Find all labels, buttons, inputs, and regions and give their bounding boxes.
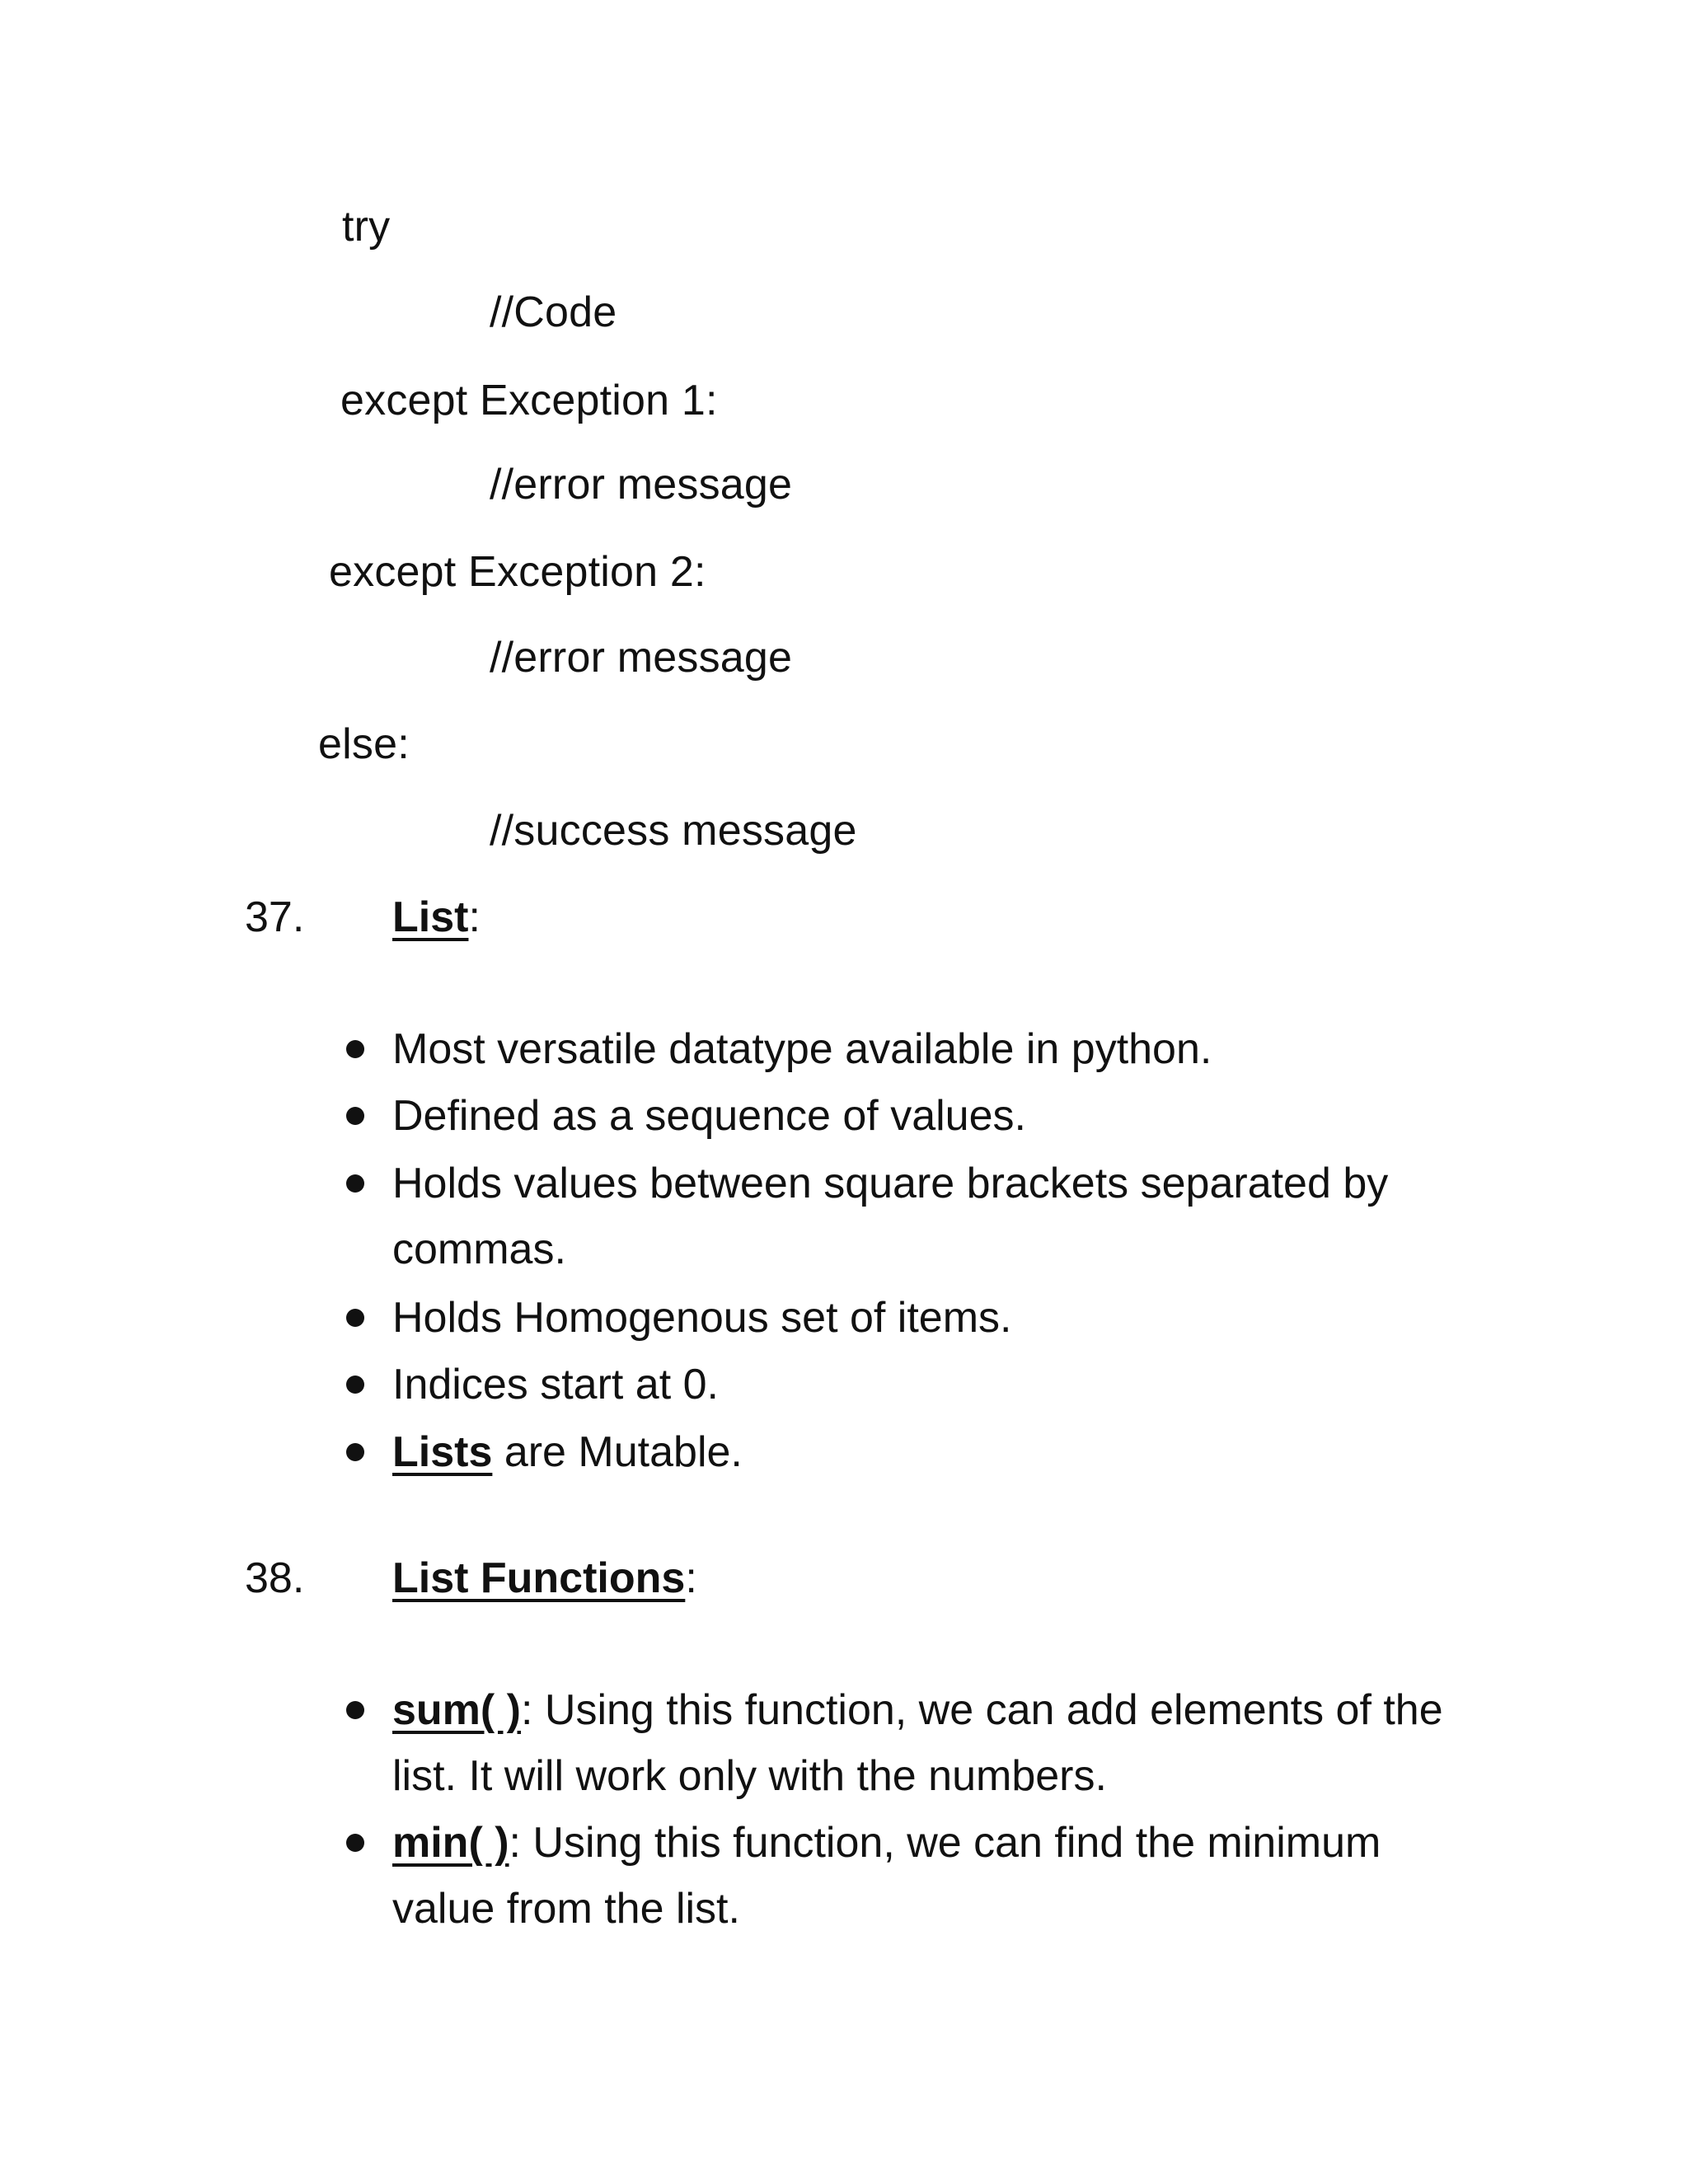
section-37-number: 37.: [245, 893, 305, 941]
list-item-text: Holds values between square brackets separated by commas.: [392, 1160, 1389, 1273]
code-else: else:: [318, 720, 410, 768]
list-item-rest: are Mutable.: [492, 1428, 743, 1476]
bullet-icon: [346, 1443, 364, 1461]
function-description: : Using this function, we can find the minimum value from the list.: [392, 1819, 1381, 1933]
list-item-text: Holds Homogenous set of items.: [392, 1294, 1012, 1342]
section-37-colon: :: [468, 893, 481, 941]
list-item-text: Defined as a sequence of values.: [392, 1092, 1026, 1140]
function-description: : Using this function, we can add elements of the list. It will work only with the numbers.: [392, 1686, 1443, 1800]
bullet-icon: [346, 1701, 364, 1719]
section-38-colon: :: [685, 1554, 697, 1602]
code-error-2: //error message: [490, 634, 793, 682]
section-38-heading: [392, 1552, 697, 1605]
bullet-icon: [346, 1107, 364, 1125]
section-38-title: List Functions: [392, 1554, 686, 1602]
list-item-text: [392, 1677, 1480, 1809]
code-error-1: //error message: [490, 461, 793, 509]
bullet-icon: [346, 1834, 364, 1852]
bullet-icon: [346, 1309, 364, 1327]
code-try: try: [342, 203, 391, 251]
section-37-heading: [392, 891, 481, 944]
code-success: //success message: [490, 807, 857, 855]
section-37-title: List: [392, 893, 469, 941]
code-comment: //Code: [490, 288, 617, 336]
bullet-icon: [346, 1376, 364, 1394]
list-item-text: Indices start at 0.: [392, 1361, 719, 1408]
list-item-text: [392, 1810, 1480, 1942]
list-item-term: Lists: [392, 1428, 493, 1476]
bullet-icon: [346, 1040, 364, 1058]
list-item-text: Most versatile datatype available in python.: [392, 1025, 1212, 1073]
code-except-2: except Exception 2:: [329, 548, 706, 596]
section-38-number: 38.: [245, 1554, 305, 1602]
function-name: sum( ): [392, 1686, 521, 1734]
function-name: min( ): [392, 1819, 509, 1867]
code-except-1: except Exception 1:: [340, 377, 718, 424]
bullet-icon: [346, 1174, 364, 1193]
list-item-text: [392, 1419, 1480, 1485]
